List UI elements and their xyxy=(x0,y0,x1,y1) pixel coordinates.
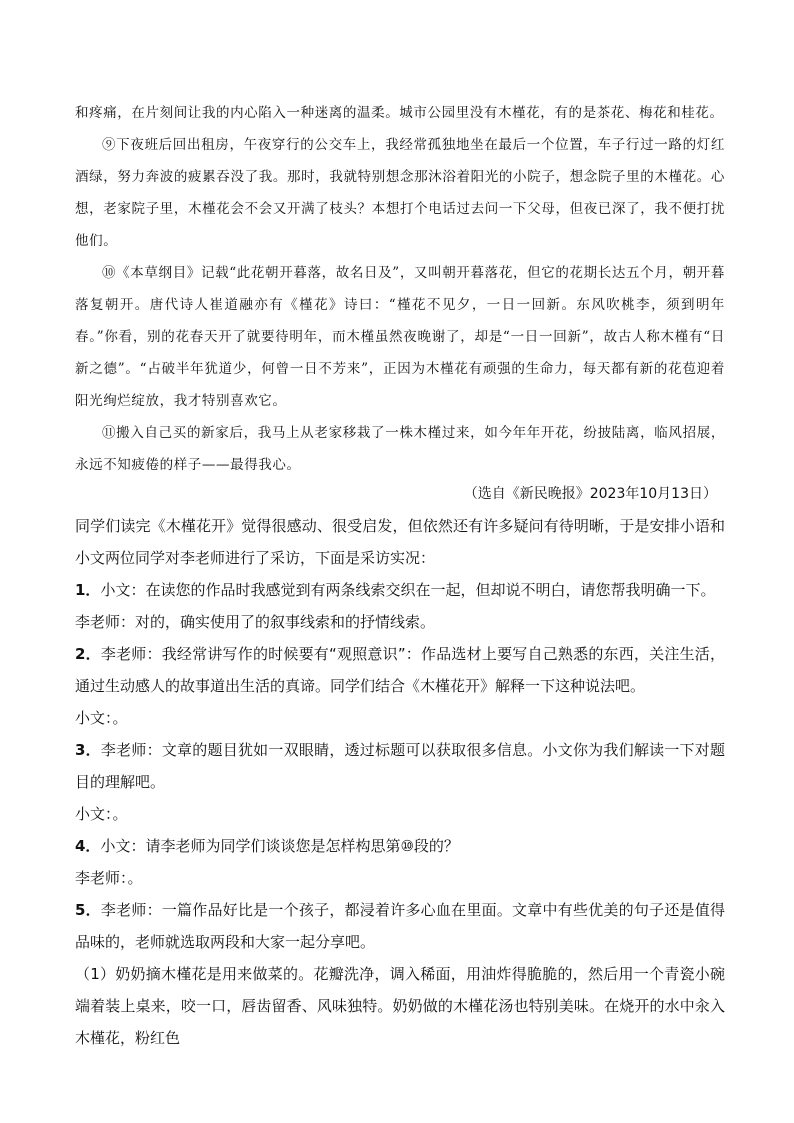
question-1 xyxy=(75,574,725,606)
question-5 xyxy=(75,894,725,958)
question-4-text: 小文：请李老师为同学们谈谈您是怎样构思第⑩段的？ xyxy=(100,837,459,855)
article-paragraph-11: ⑪搬入自己买的新家后，我马上从老家移栽了一株木槿过来，如今年年开花，纷披陆离，临风招展，永远不知疲倦的样子——最得我心。 xyxy=(75,425,725,473)
question-5-text: 李老师：一篇作品好比是一个孩子，都浸着许多心血在里面。文章中有些优美的句子还是值得品味的，老师就选取两段和大家一起分享吧。 xyxy=(75,901,726,951)
article-source: （选自《新民晚报》2023年10月13日） xyxy=(463,486,717,502)
question-2-number: 2． xyxy=(75,645,101,663)
question-4 xyxy=(75,830,725,862)
interview-intro: 同学们读完《木槿花开》觉得很感动、很受启发，但依然还有许多疑问有待明晰，于是安排小语和小文两位同学对李老师进行了采访，下面是采访实况： xyxy=(75,517,725,567)
question-5-number: 5． xyxy=(75,901,101,919)
question-1-answer: 李老师：对的，确实使用了的叙事线索和的抒情线索。 xyxy=(75,613,436,631)
article-paragraph-continued: 和疼痛，在片刻间让我的内心陷入一种迷离的温柔。城市公园里没有木槿花，有的是茶花、梅花和桂花。 xyxy=(75,105,724,121)
question-1-number: 1． xyxy=(75,581,101,599)
question-4-number: 4． xyxy=(75,837,101,855)
question-2 xyxy=(75,638,725,702)
question-2-text: 李老师：我经常讲写作的时候要有“观照意识”：作品选材上要写自己熟悉的东西，关注生活，通过生动感人的故事道出生活的真谛。同学们结合《木槿花开》解释一下这种说法吧。 xyxy=(75,645,726,695)
question-5-excerpt-1: （1）奶奶摘木槿花是用来做菜的。花瓣洗净，调入稀面，用油炸得脆脆的，然后用一个青瓷小碗端着装上桌来，咬一口，唇齿留香、风味独特。奶奶做的木槿花汤也特别美味。在烧开的水中汆入木槿花，粉红色 xyxy=(75,965,725,1047)
question-3-text: 李老师：文章的题目犹如一双眼睛，透过标题可以获取很多信息。小文你为我们解读一下对题目的理解吧。 xyxy=(75,741,726,791)
question-1-text: 小文：在读您的作品时我感觉到有两条线索交织在一起，但却说不明白，请您帮我明确一下。 xyxy=(100,581,716,599)
question-3-answer: 小文：。 xyxy=(75,805,128,823)
article-paragraph-9: ⑨下夜班后回出租房，午夜穿行的公交车上，我经常孤独地坐在最后一个位置，车子行过一路的灯红酒绿，努力奔波的疲累吞没了我。那时，我就特别想念那沐浴着阳光的小院子，想念院子里的木槿花。心想，老家院子里，木槿花会不会又开满了枝头？本想打个电话过去问一下父母，但夜已深了，我不便打扰他们。 xyxy=(75,137,725,249)
question-4-answer: 李老师：。 xyxy=(75,869,143,887)
question-3 xyxy=(75,734,725,798)
article-paragraph-10: ⑩《本草纲目》记载“此花朝开暮落，故名日及”，又叫朝开暮落花，但它的花期长达五个月，朝开暮落复朝开。唐代诗人崔道融亦有《槿花》诗曰：“槿花不见夕，一日一回新。东风吹桃李，须到明年春。”你看，别的花春天开了就要待明年，而木槿虽然夜晚谢了，却是“一日一回新”，故古人称木槿有“日新之德”。“占破半年犹道少，何曾一日不芳来”，正因为木槿花有顽强的生命力，每天都有新的花苞迎着阳光绚烂绽放，我才特别喜欢它。 xyxy=(75,265,725,409)
question-3-number: 3． xyxy=(75,741,101,759)
question-2-answer: 小文：。 xyxy=(75,709,128,727)
